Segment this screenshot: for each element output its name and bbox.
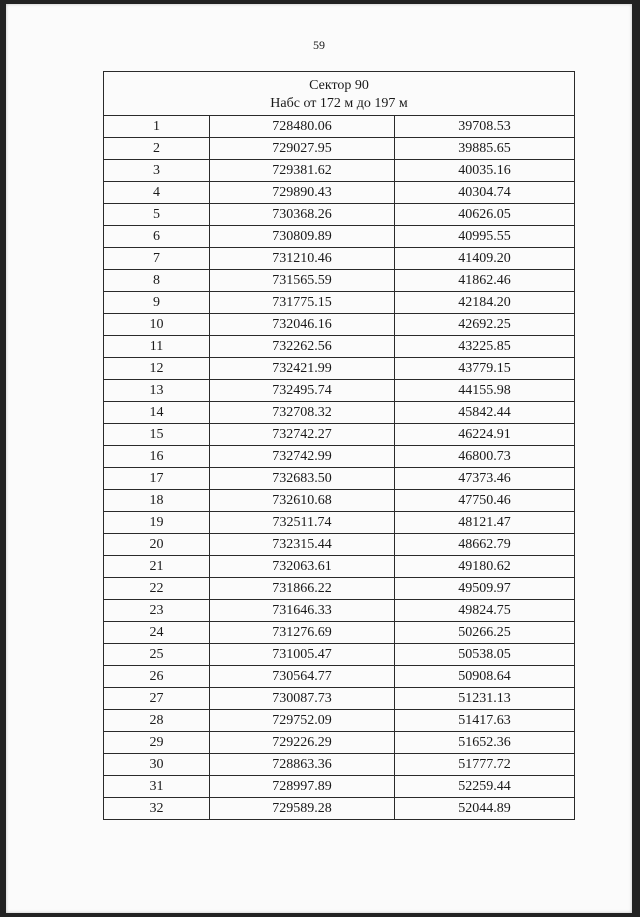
y-coordinate-cell: 51652.36 xyxy=(395,732,575,754)
point-number-cell: 10 xyxy=(104,314,210,336)
x-coordinate-cell: 728863.36 xyxy=(210,754,395,776)
x-coordinate-cell: 732495.74 xyxy=(210,380,395,402)
x-coordinate-cell: 732063.61 xyxy=(210,556,395,578)
point-number-cell: 19 xyxy=(104,512,210,534)
height-range: Набс от 172 м до 197 м xyxy=(270,95,408,111)
table-row xyxy=(104,314,575,336)
point-number-cell: 21 xyxy=(104,556,210,578)
table-row xyxy=(104,556,575,578)
x-coordinate-cell: 732046.16 xyxy=(210,314,395,336)
table-row xyxy=(104,248,575,270)
point-number-cell: 3 xyxy=(104,160,210,182)
x-coordinate-cell: 732421.99 xyxy=(210,358,395,380)
y-coordinate-cell: 39708.53 xyxy=(395,116,575,138)
y-coordinate-cell: 46800.73 xyxy=(395,446,575,468)
x-coordinate-cell: 729890.43 xyxy=(210,182,395,204)
x-coordinate-cell: 730368.26 xyxy=(210,204,395,226)
point-number-cell: 24 xyxy=(104,622,210,644)
point-number-cell: 16 xyxy=(104,446,210,468)
y-coordinate-cell: 49180.62 xyxy=(395,556,575,578)
y-coordinate-cell: 50266.25 xyxy=(395,622,575,644)
point-number-cell: 22 xyxy=(104,578,210,600)
point-number-cell: 17 xyxy=(104,468,210,490)
y-coordinate-cell: 40995.55 xyxy=(395,226,575,248)
table-row xyxy=(104,534,575,556)
table-row xyxy=(104,182,575,204)
point-number-cell: 8 xyxy=(104,270,210,292)
point-number-cell: 23 xyxy=(104,600,210,622)
table-row xyxy=(104,710,575,732)
document-page xyxy=(6,4,632,913)
table-row xyxy=(104,468,575,490)
point-number-cell: 9 xyxy=(104,292,210,314)
y-coordinate-cell: 43225.85 xyxy=(395,336,575,358)
y-coordinate-cell: 41409.20 xyxy=(395,248,575,270)
point-number-cell: 29 xyxy=(104,732,210,754)
table-row xyxy=(104,402,575,424)
y-coordinate-cell: 48662.79 xyxy=(395,534,575,556)
x-coordinate-cell: 731775.15 xyxy=(210,292,395,314)
x-coordinate-cell: 732742.99 xyxy=(210,446,395,468)
y-coordinate-cell: 39885.65 xyxy=(395,138,575,160)
x-coordinate-cell: 730087.73 xyxy=(210,688,395,710)
table-row xyxy=(104,446,575,468)
table-row xyxy=(104,204,575,226)
x-coordinate-cell: 731866.22 xyxy=(210,578,395,600)
table-row xyxy=(104,116,575,138)
y-coordinate-cell: 44155.98 xyxy=(395,380,575,402)
point-number-cell: 5 xyxy=(104,204,210,226)
x-coordinate-cell: 731565.59 xyxy=(210,270,395,292)
y-coordinate-cell: 48121.47 xyxy=(395,512,575,534)
table-row xyxy=(104,798,575,820)
point-number-cell: 2 xyxy=(104,138,210,160)
table-row xyxy=(104,490,575,512)
table-row xyxy=(104,754,575,776)
point-number-cell: 12 xyxy=(104,358,210,380)
y-coordinate-cell: 42184.20 xyxy=(395,292,575,314)
x-coordinate-cell: 729752.09 xyxy=(210,710,395,732)
point-number-cell: 32 xyxy=(104,798,210,820)
x-coordinate-cell: 731210.46 xyxy=(210,248,395,270)
x-coordinate-cell: 731005.47 xyxy=(210,644,395,666)
table-row xyxy=(104,226,575,248)
x-coordinate-cell: 732742.27 xyxy=(210,424,395,446)
table-row xyxy=(104,424,575,446)
table-row xyxy=(104,776,575,798)
y-coordinate-cell: 47750.46 xyxy=(395,490,575,512)
table-header xyxy=(104,72,575,116)
point-number-cell: 7 xyxy=(104,248,210,270)
point-number-cell: 31 xyxy=(104,776,210,798)
y-coordinate-cell: 47373.46 xyxy=(395,468,575,490)
x-coordinate-cell: 729589.28 xyxy=(210,798,395,820)
y-coordinate-cell: 49509.97 xyxy=(395,578,575,600)
table-row xyxy=(104,160,575,182)
table-row xyxy=(104,732,575,754)
x-coordinate-cell: 732511.74 xyxy=(210,512,395,534)
point-number-cell: 15 xyxy=(104,424,210,446)
point-number-cell: 11 xyxy=(104,336,210,358)
x-coordinate-cell: 729381.62 xyxy=(210,160,395,182)
point-number-cell: 30 xyxy=(104,754,210,776)
point-number-cell: 14 xyxy=(104,402,210,424)
point-number-cell: 4 xyxy=(104,182,210,204)
point-number-cell: 28 xyxy=(104,710,210,732)
point-number-cell: 20 xyxy=(104,534,210,556)
y-coordinate-cell: 46224.91 xyxy=(395,424,575,446)
point-number-cell: 18 xyxy=(104,490,210,512)
y-coordinate-cell: 40304.74 xyxy=(395,182,575,204)
table-row xyxy=(104,292,575,314)
point-number-cell: 26 xyxy=(104,666,210,688)
y-coordinate-cell: 50908.64 xyxy=(395,666,575,688)
table-row xyxy=(104,600,575,622)
y-coordinate-cell: 41862.46 xyxy=(395,270,575,292)
y-coordinate-cell: 40626.05 xyxy=(395,204,575,226)
table-row xyxy=(104,644,575,666)
y-coordinate-cell: 51777.72 xyxy=(395,754,575,776)
table-row xyxy=(104,512,575,534)
point-number-cell: 6 xyxy=(104,226,210,248)
x-coordinate-cell: 731646.33 xyxy=(210,600,395,622)
point-number-cell: 25 xyxy=(104,644,210,666)
y-coordinate-cell: 45842.44 xyxy=(395,402,575,424)
point-number-cell: 1 xyxy=(104,116,210,138)
table-row xyxy=(104,358,575,380)
x-coordinate-cell: 728480.06 xyxy=(210,116,395,138)
point-number-cell: 13 xyxy=(104,380,210,402)
table-row xyxy=(104,336,575,358)
point-number-cell: 27 xyxy=(104,688,210,710)
table-row xyxy=(104,688,575,710)
table-row xyxy=(104,666,575,688)
y-coordinate-cell: 42692.25 xyxy=(395,314,575,336)
table-row xyxy=(104,270,575,292)
y-coordinate-cell: 51231.13 xyxy=(395,688,575,710)
table-header-row xyxy=(104,72,575,116)
sector-title: Сектор 90 xyxy=(309,77,369,93)
x-coordinate-cell: 730564.77 xyxy=(210,666,395,688)
x-coordinate-cell: 732315.44 xyxy=(210,534,395,556)
x-coordinate-cell: 728997.89 xyxy=(210,776,395,798)
x-coordinate-cell: 732708.32 xyxy=(210,402,395,424)
x-coordinate-cell: 729027.95 xyxy=(210,138,395,160)
y-coordinate-cell: 51417.63 xyxy=(395,710,575,732)
table-body xyxy=(104,116,575,820)
y-coordinate-cell: 49824.75 xyxy=(395,600,575,622)
x-coordinate-cell: 732610.68 xyxy=(210,490,395,512)
y-coordinate-cell: 52044.89 xyxy=(395,798,575,820)
coordinates-table xyxy=(103,71,575,820)
y-coordinate-cell: 50538.05 xyxy=(395,644,575,666)
table-row xyxy=(104,622,575,644)
x-coordinate-cell: 732262.56 xyxy=(210,336,395,358)
y-coordinate-cell: 40035.16 xyxy=(395,160,575,182)
x-coordinate-cell: 730809.89 xyxy=(210,226,395,248)
x-coordinate-cell: 731276.69 xyxy=(210,622,395,644)
y-coordinate-cell: 52259.44 xyxy=(395,776,575,798)
page-number: 59 xyxy=(313,38,325,52)
table-row xyxy=(104,578,575,600)
y-coordinate-cell: 43779.15 xyxy=(395,358,575,380)
table-row xyxy=(104,138,575,160)
table-row xyxy=(104,380,575,402)
x-coordinate-cell: 732683.50 xyxy=(210,468,395,490)
x-coordinate-cell: 729226.29 xyxy=(210,732,395,754)
